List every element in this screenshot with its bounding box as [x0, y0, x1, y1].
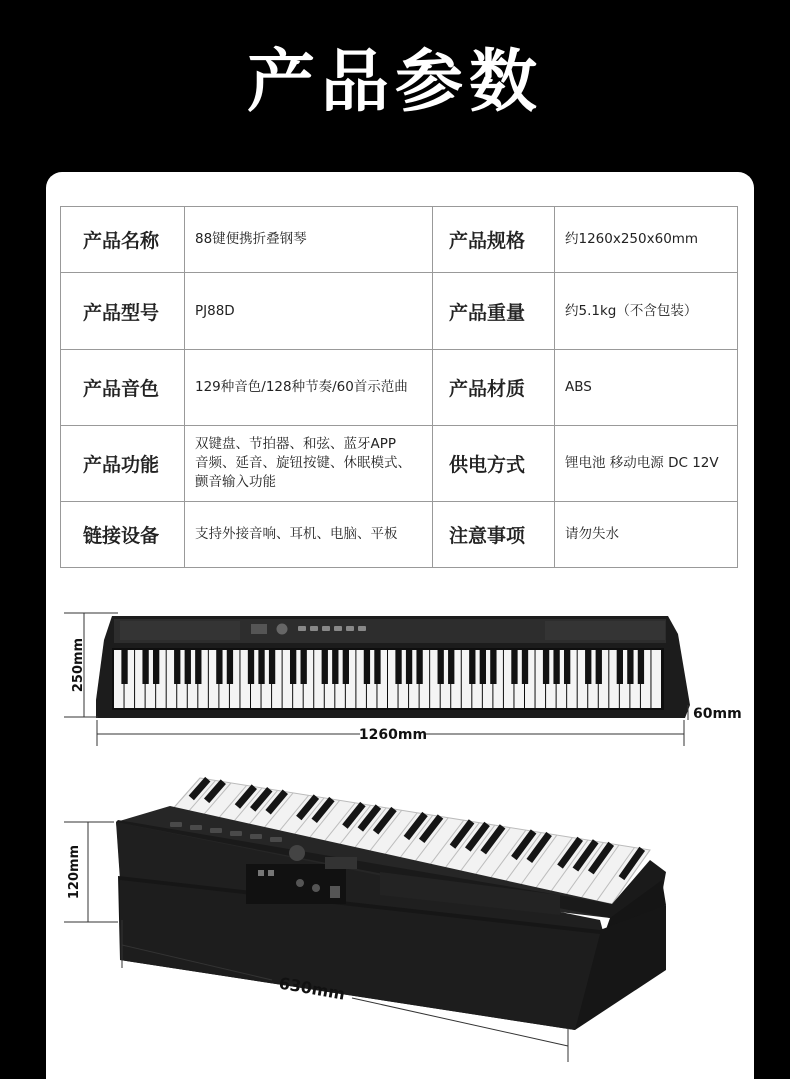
black-key: [522, 650, 528, 684]
spec-label: 产品名称: [61, 207, 185, 273]
folded-panel-button: [230, 831, 242, 836]
black-key: [343, 650, 349, 684]
black-key: [596, 650, 602, 684]
spec-label: 产品重量: [433, 273, 555, 350]
black-key: [269, 650, 275, 684]
spec-value: PJ88D: [185, 273, 433, 350]
black-key: [511, 650, 517, 684]
folded-panel-button: [190, 825, 202, 830]
usb-port-icon: [268, 870, 274, 876]
folded-panel-button: [210, 828, 222, 833]
spec-value: 请勿失水: [555, 502, 738, 568]
black-key: [480, 650, 486, 684]
port-jack-icon: [312, 884, 320, 892]
panel-button: [322, 626, 330, 631]
port-jack-icon: [296, 879, 304, 887]
lcd-display: [325, 857, 357, 869]
spec-label: 供电方式: [433, 426, 555, 502]
black-key: [195, 650, 201, 684]
speaker-grille-right: [545, 621, 665, 640]
black-key: [322, 650, 328, 684]
dimension-depth-label: 60mm: [693, 706, 742, 722]
black-key: [627, 650, 633, 684]
dimension-folded-height-label: 120mm: [67, 844, 82, 900]
dimension-length-label: 1260mm: [358, 727, 428, 743]
black-key: [374, 650, 380, 684]
spec-value: 约5.1kg（不含包装）: [555, 273, 738, 350]
spec-value-line: 双键盘、节拍器、和弦、蓝牙APP: [195, 436, 397, 452]
black-key: [153, 650, 159, 684]
panel-button: [334, 626, 342, 631]
black-key: [142, 650, 148, 684]
black-key: [248, 650, 254, 684]
knob-icon: [277, 624, 288, 635]
spec-value: 约1260x250x60mm: [555, 207, 738, 273]
display-screen: [251, 624, 267, 634]
black-key: [564, 650, 570, 684]
dimension-folded-length-label: 630mm: [277, 973, 347, 1004]
black-key: [617, 650, 623, 684]
volume-knob-icon: [289, 845, 305, 861]
spec-label: 链接设备: [61, 502, 185, 568]
black-key: [469, 650, 475, 684]
spec-value: 支持外接音响、耳机、电脑、平板: [185, 502, 433, 568]
spec-value: 锂电池 移动电源 DC 12V: [555, 426, 738, 502]
black-key: [543, 650, 549, 684]
black-key: [301, 650, 307, 684]
spec-label: 产品规格: [433, 207, 555, 273]
black-key: [416, 650, 422, 684]
black-key: [406, 650, 412, 684]
black-key: [121, 650, 127, 684]
black-key: [227, 650, 233, 684]
spec-value: 129种音色/128种节奏/60首示范曲: [185, 350, 433, 426]
page-title: 产品参数: [246, 43, 543, 122]
panel-button: [310, 626, 318, 631]
folded-panel-button: [250, 834, 262, 839]
spec-label: 产品型号: [61, 273, 185, 350]
black-key: [174, 650, 180, 684]
speaker-grille-left: [120, 621, 240, 640]
dimension-height-label: 250mm: [71, 637, 86, 693]
usb-port-icon: [258, 870, 264, 876]
black-key: [585, 650, 591, 684]
power-switch-icon: [330, 886, 340, 898]
black-key: [258, 650, 264, 684]
black-key: [216, 650, 222, 684]
black-key: [185, 650, 191, 684]
keyboard-folded-view: [116, 778, 666, 1030]
spec-label: 产品功能: [61, 426, 185, 502]
black-key: [448, 650, 454, 684]
folded-panel-button: [170, 822, 182, 827]
black-key: [290, 650, 296, 684]
black-key: [638, 650, 644, 684]
spec-value-line: 颤音输入功能: [195, 474, 276, 490]
black-key: [332, 650, 338, 684]
panel-button: [298, 626, 306, 631]
spec-value-line: 音频、延音、旋钮按键、休眠模式、: [195, 455, 411, 471]
spec-label: 产品音色: [61, 350, 185, 426]
black-key: [490, 650, 496, 684]
panel-button: [358, 626, 366, 631]
folded-panel-button: [270, 837, 282, 842]
black-key: [553, 650, 559, 684]
spec-label: 产品材质: [433, 350, 555, 426]
white-key: [651, 650, 661, 708]
panel-button: [346, 626, 354, 631]
spec-value: 88键便携折叠钢琴: [185, 207, 433, 273]
spec-value: ABS: [555, 350, 738, 426]
black-key: [395, 650, 401, 684]
black-key: [364, 650, 370, 684]
keyboard-top-view: [96, 616, 690, 718]
black-key: [438, 650, 444, 684]
spec-label: 注意事项: [433, 502, 555, 568]
